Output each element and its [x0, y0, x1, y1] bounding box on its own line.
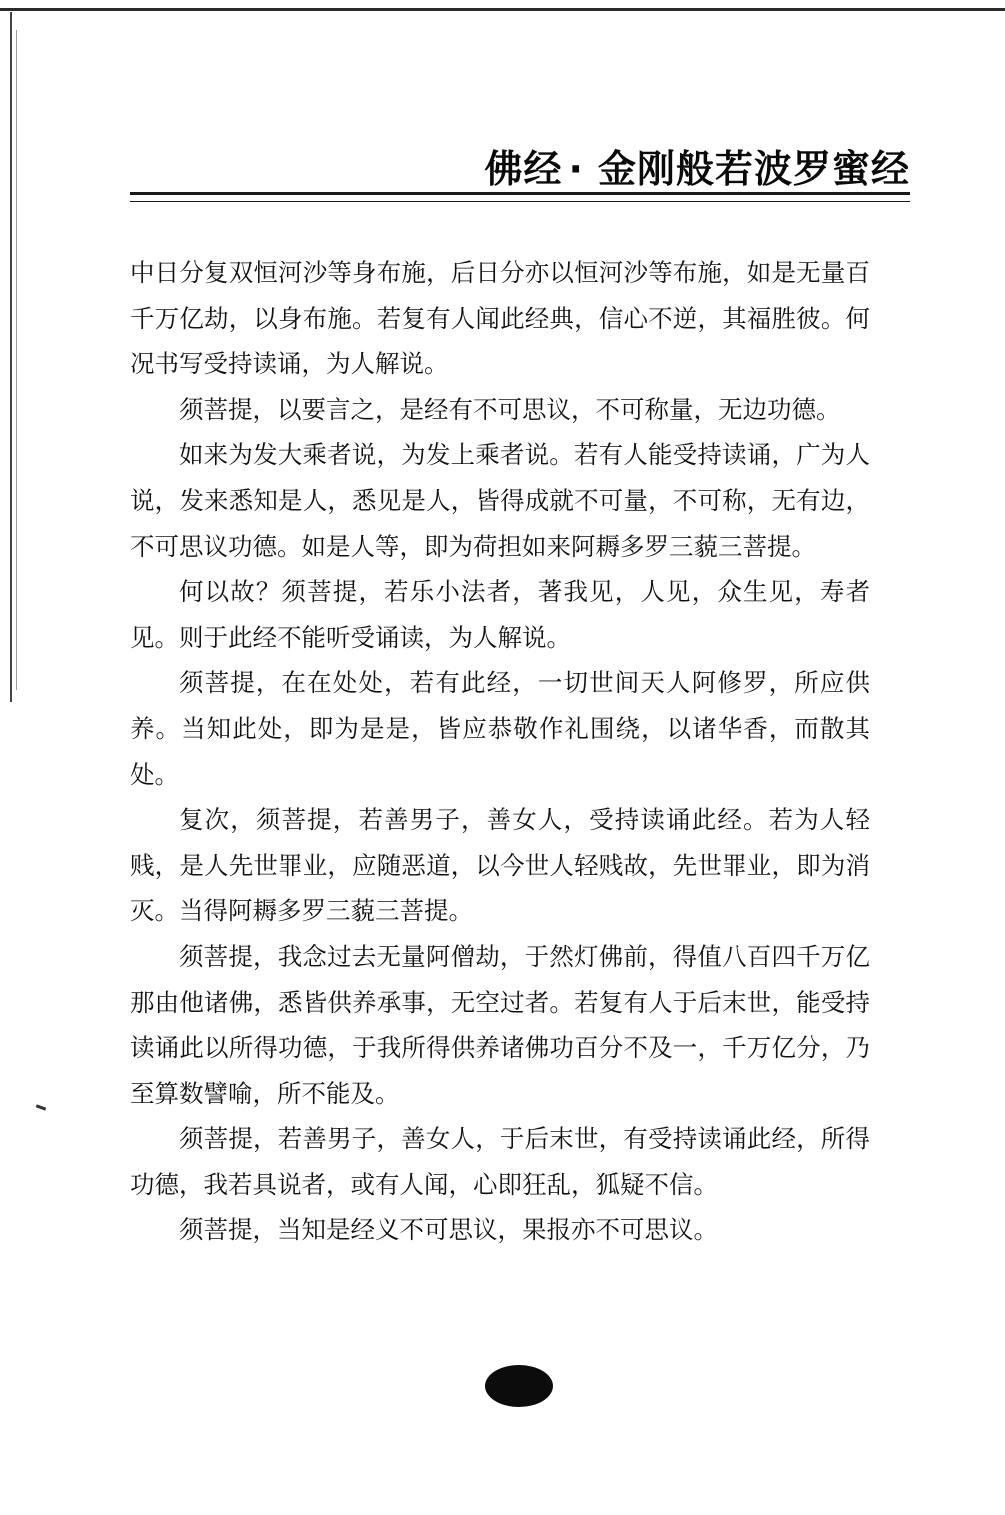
header-book-title: 金刚般若波罗蜜经 [597, 147, 910, 191]
scan-speck [36, 1104, 46, 1110]
paragraph: 须菩提，在在处处，若有此经，一切世间天人阿修罗，所应供养。当知此处，即为是是，皆应恭敬作礼围绕，以诸华香，而散其处。 [130, 668, 870, 789]
header-rule-thin [130, 201, 910, 202]
paragraph: 须菩提，当知是经义不可思议，果报亦不可思议。 [179, 1215, 718, 1245]
page-number-badge [485, 1365, 553, 1407]
paragraph: 复次，须菩提，若善男子，善女人，受持读诵此经。若为人轻贱，是人先世罪业，应随恶道，以今世人轻贱故，先世罪业，即为消灭。当得阿耨多罗三藐三菩提。 [130, 805, 870, 926]
body-text [130, 250, 870, 1253]
paragraph: 须菩提，以要言之，是经有不可思议，不可称量，无边功德。 [179, 394, 841, 424]
paragraph: 如来为发大乘者说，为发上乘者说。若有人能受持读诵，广为人说，发来悉知是人，悉见是人，皆得成就不可量，不可称，无有边，不可思议功德。如是人等，即为荷担如来阿耨多罗三藐三菩提。 [130, 440, 870, 561]
header-rule [130, 192, 910, 195]
paragraph: 须菩提，我念过去无量阿僧劫，于然灯佛前，得值八百四千万亿那由他诸佛，悉皆供养承事，无空过者。若复有人于后末世，能受持读诵此以所得功德，于我所得供养诸佛功百分不及一，千万亿分，乃至算数譬喻，所不能及。 [130, 941, 870, 1108]
paragraph: 须菩提，若善男子，善女人，于后末世，有受持读诵此经，所得功德，我若具说者，或有人闻，心即狂乱，狐疑不信。 [130, 1124, 870, 1199]
scan-binding-shadow [16, 30, 17, 690]
running-header [485, 138, 910, 193]
paragraph: 何以故？须菩提，若乐小法者，著我见，人见，众生见，寿者见。则于此经不能听受诵读，为人解说。 [130, 577, 870, 652]
scan-top-edge [0, 8, 1005, 11]
header-section: 佛经 [484, 147, 563, 191]
paragraph: 中日分复双恒河沙等身布施，后日分亦以恒河沙等布施，如是无量百千万亿劫，以身布施。若复有人闻此经典，信心不逆，其福胜彼。何况书写受持读诵，为人解说。 [130, 258, 870, 379]
header-separator: · [568, 147, 584, 191]
scan-binding-edge [10, 12, 12, 702]
